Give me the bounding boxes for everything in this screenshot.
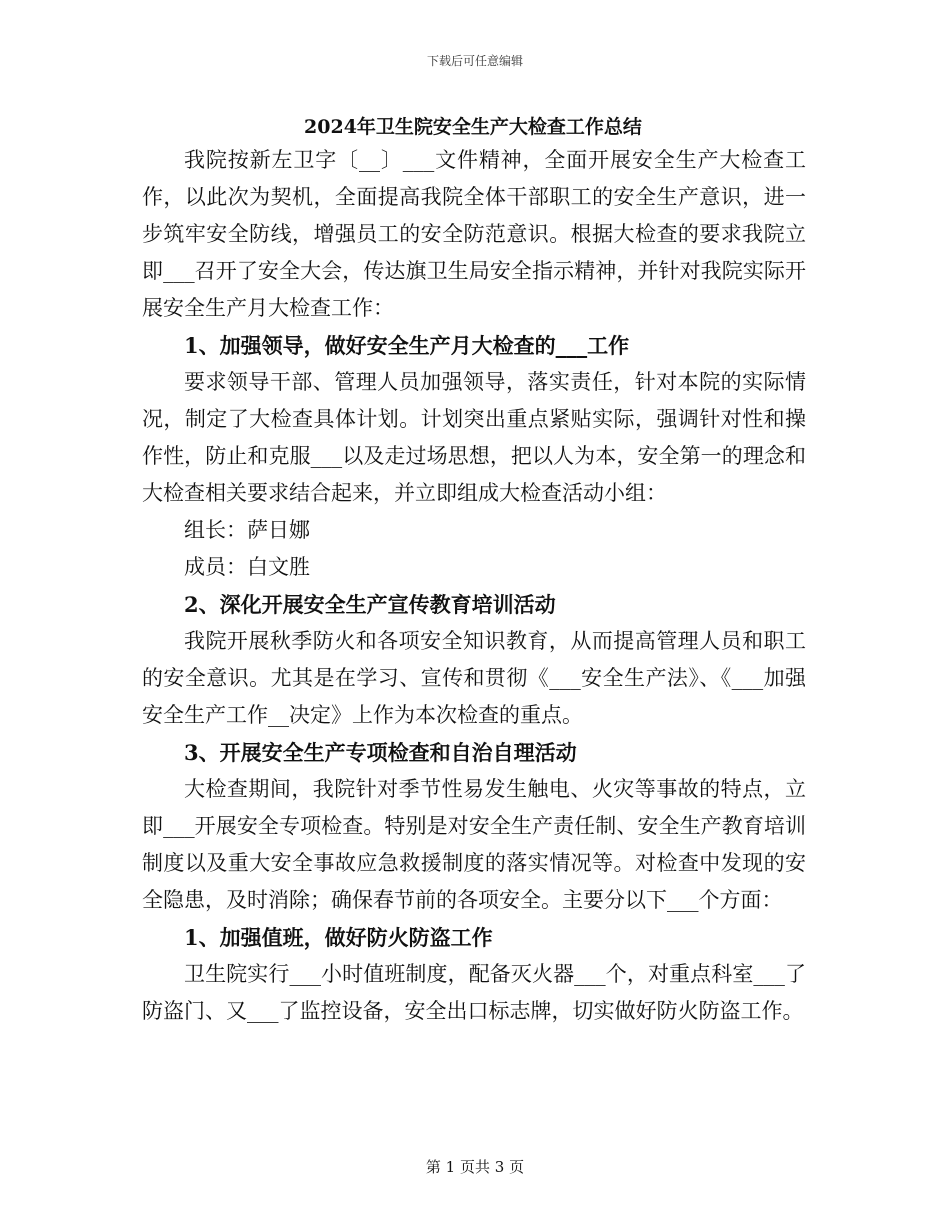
section-paragraph-4: 卫生院实行___小时值班制度，配备灭火器___个，对重点科室___了防盗门、又___了监控设备，安全出口标志牌，切实做好防火防盗工作。 <box>142 962 806 1023</box>
section-heading-3: 3、开展安全生产专项检查和自治自理活动 <box>184 740 577 765</box>
section-heading-2: 2、深化开展安全生产宣传教育培训活动 <box>184 592 556 617</box>
document-body <box>142 142 806 1030</box>
document-title: 2024年卫生院安全生产大检查工作总结 <box>304 116 642 138</box>
header-note: 下载后可任意编辑 <box>426 54 523 68</box>
team-member-line: 成员：白文胜 <box>184 555 310 579</box>
section-paragraph-1: 要求领导干部、管理人员加强领导，落实责任，针对本院的实际情况，制定了大检查具体计划。计划突出重点紧贴实际，强调针对性和操作性，防止和克服___以及走过场思想，把以人为本，安全第一的理念和大检查相关要求结合起来，并立即组成大检查活动小组： <box>142 370 806 505</box>
section-heading-1: 1、加强领导，做好安全生产月大检查的___工作 <box>184 333 630 358</box>
intro-paragraph: 我院按新左卫字〔__〕___文件精神，全面开展安全生产大检查工作，以此次为契机，全面提高我院全体干部职工的安全生产意识，进一步筑牢安全防线，增强员工的安全防范意识。根据大检查的要求我院立即___召开了安全大会，传达旗卫生局安全指示精神，并针对我院实际开展安全生产月大检查工作： <box>142 148 806 320</box>
section-heading-4: 1、加强值班，做好防火防盗工作 <box>184 925 493 950</box>
section-paragraph-2: 我院开展秋季防火和各项安全知识教育，从而提高管理人员和职工的安全意识。尤其是在学习、宣传和贯彻《___安全生产法》、《___加强安全生产工作__决定》上作为本次检查的重点。 <box>142 629 806 727</box>
section-paragraph-3: 大检查期间，我院针对季节性易发生触电、火灾等事故的特点，立即___开展安全专项检查。特别是对安全生产责任制、安全生产教育培训制度以及重大安全事故应急救援制度的落实情况等。对检查中发现的安全隐患，及时消除；确保春节前的各项安全。主要分以下___个方面： <box>142 777 806 912</box>
page-footer: 第 1 页共 3 页 <box>425 1158 525 1176</box>
team-leader-line: 组长：萨日娜 <box>184 518 310 542</box>
